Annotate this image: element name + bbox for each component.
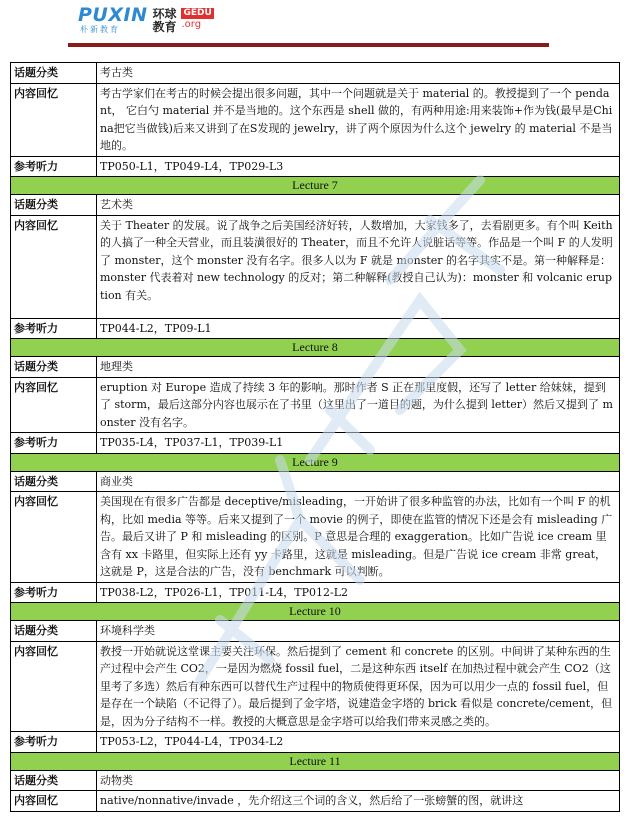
gedu-logo-domain: .org	[181, 19, 202, 30]
puxin-logo-subtext: 朴新教育	[80, 25, 120, 34]
category-row	[11, 63, 620, 84]
recall-row	[11, 641, 620, 732]
recall-label: 内容回忆	[11, 492, 97, 583]
reference-row	[11, 156, 620, 177]
gedu-logo	[152, 8, 213, 34]
reference-label: 参考听力	[11, 433, 97, 454]
category-row	[11, 195, 620, 216]
lecture-title: Lecture 9	[11, 453, 620, 471]
recall-value: 考古学家们在考古的时候会提出很多问题，其中一个问题就是关于 material 的。教授提到了一个 pendant， 它白勺 material 并不是当地的。这个东西是 shell 做的，有两种用途:用来装饰+作为钱(最早是China把它当做钱)后来又讲到了在S发现的 jewelry，讲了两个原因为什么这个 jewelry 的 material 不是当地的。	[97, 83, 620, 156]
gedu-logo-badge: GEDU	[183, 8, 212, 18]
category-value: 商业类	[97, 471, 620, 492]
reference-row	[11, 582, 620, 603]
reference-label: 参考听力	[11, 156, 97, 177]
reference-row	[11, 732, 620, 753]
gedu-logo-cn: 环球教育	[152, 7, 177, 34]
recall-label: 内容回忆	[11, 791, 97, 812]
recall-row	[11, 215, 620, 318]
category-value: 地理类	[97, 357, 620, 378]
lecture-header-row	[11, 177, 620, 195]
category-label: 话题分类	[11, 621, 97, 642]
puxin-logo-text: PUXIN	[78, 4, 148, 26]
category-value: 考古类	[97, 63, 620, 84]
brand-logo	[78, 5, 214, 34]
recall-label: 内容回忆	[11, 641, 97, 732]
lecture-header-row	[11, 603, 620, 621]
reference-label: 参考听力	[11, 318, 97, 339]
category-value: 动物类	[97, 770, 620, 791]
reference-row	[11, 318, 620, 339]
recall-row	[11, 492, 620, 583]
category-label: 话题分类	[11, 63, 97, 84]
category-label: 话题分类	[11, 471, 97, 492]
reference-value: TP053-L2，TP044-L4，TP034-L2	[97, 732, 620, 753]
reference-label: 参考听力	[11, 582, 97, 603]
category-row	[11, 770, 620, 791]
category-row	[11, 471, 620, 492]
recall-label: 内容回忆	[11, 83, 97, 156]
category-row	[11, 357, 620, 378]
category-value: 艺术类	[97, 195, 620, 216]
recall-value: eruption 对 Europe 造成了持续 3 年的影响。那时作者 S 正在那里度假，还写了 letter 给妹妹，提到了 storm，最后这部分内容也展示在了书里（这里出了一道目的题，为什么提到 letter）然后又提到了 monster 没有名字。	[97, 377, 620, 433]
recall-row	[11, 377, 620, 433]
recall-value: 关于 Theater 的发展。说了战争之后美国经济好转，人数增加，大家钱多了，去看剧更多。有个叫 Keith 的人搞了一种全天营业，而且装潢很好的 Theater，而且不允许人说脏话等等。作品是一个叫 F 的人发明了 monster，这个 monster 没有名字。很多人以为 F 就是 monster 的名字其实不是。第一种解释是：monster 代表着对 new technology 的反对；第二种解释(教授自己认为)：monster 和 volcanic eruption 有关。	[97, 215, 620, 318]
recall-value: 美国现在有很多广告都是 deceptive/misleading，一开始讲了很多种监管的办法，比如有一个叫 F 的机构，比如 media 等等。后来又提到了一个 movie 的例子，即使在监管的情况下还是会有 misleading 广告。最后又讲了 P 和 misleading 的区别。P 意思是合理的 exaggeration。比如广告说 ice cream 里含有 xx 卡路里，但实际上还有 yy 卡路里，这就是 misleading。但是广告说 ice cream 非常 great，这就是 P，这是合法的广告，没有 benchmark 可以判断。	[97, 492, 620, 583]
category-label: 话题分类	[11, 770, 97, 791]
recall-value: native/nonnative/invade ，先介绍这三个词的含义，然后给了一张螃蟹的图，就讲这	[97, 791, 620, 812]
reference-value: TP038-L2，TP026-L1，TP011-L4，TP012-L2	[97, 582, 620, 603]
reference-value: TP044-L2，TP09-L1	[97, 318, 620, 339]
reference-row	[11, 433, 620, 454]
category-label: 话题分类	[11, 195, 97, 216]
category-value: 环境科学类	[97, 621, 620, 642]
recall-row	[11, 791, 620, 812]
lecture-header-row	[11, 752, 620, 770]
page-header	[0, 0, 628, 52]
reference-value: TP035-L4，TP037-L1，TP039-L1	[97, 433, 620, 454]
lecture-title: Lecture 11	[11, 752, 620, 770]
recall-label: 内容回忆	[11, 215, 97, 318]
header-rule	[68, 43, 549, 47]
category-label: 话题分类	[11, 357, 97, 378]
recall-value: 教授一开始就说这堂课主要关注环保。然后提到了 cement 和 concrete 的区别。中间讲了某种东西的生产过程中会产生 CO2，一是因为燃烧 fossil fuel，二是这种东西 itself 在加热过程中就会产生 CO2（这里考了多选）然后有种东西可以替代生产过程中的物质使得更环保，因为可以用少一点的 fossil fuel，但是存在一个缺陷（不记得了）。最后提到了金字塔，说建造金字塔的 brick 看似是 concrete/cement，但是，因为分子结构不一样。教授的大概意思是金字塔可以给我们带来灵感之类的。	[97, 641, 620, 732]
puxin-logo	[78, 5, 147, 34]
lecture-title: Lecture 8	[11, 339, 620, 357]
category-row	[11, 621, 620, 642]
lecture-header-row	[11, 339, 620, 357]
recall-label: 内容回忆	[11, 377, 97, 433]
lecture-title: Lecture 7	[11, 177, 620, 195]
reference-label: 参考听力	[11, 732, 97, 753]
recall-row	[11, 83, 620, 156]
reference-value: TP050-L1，TP049-L4，TP029-L3	[97, 156, 620, 177]
lecture-recall-table	[10, 62, 620, 812]
lecture-header-row	[11, 453, 620, 471]
lecture-title: Lecture 10	[11, 603, 620, 621]
gedu-logo-en	[181, 8, 213, 34]
